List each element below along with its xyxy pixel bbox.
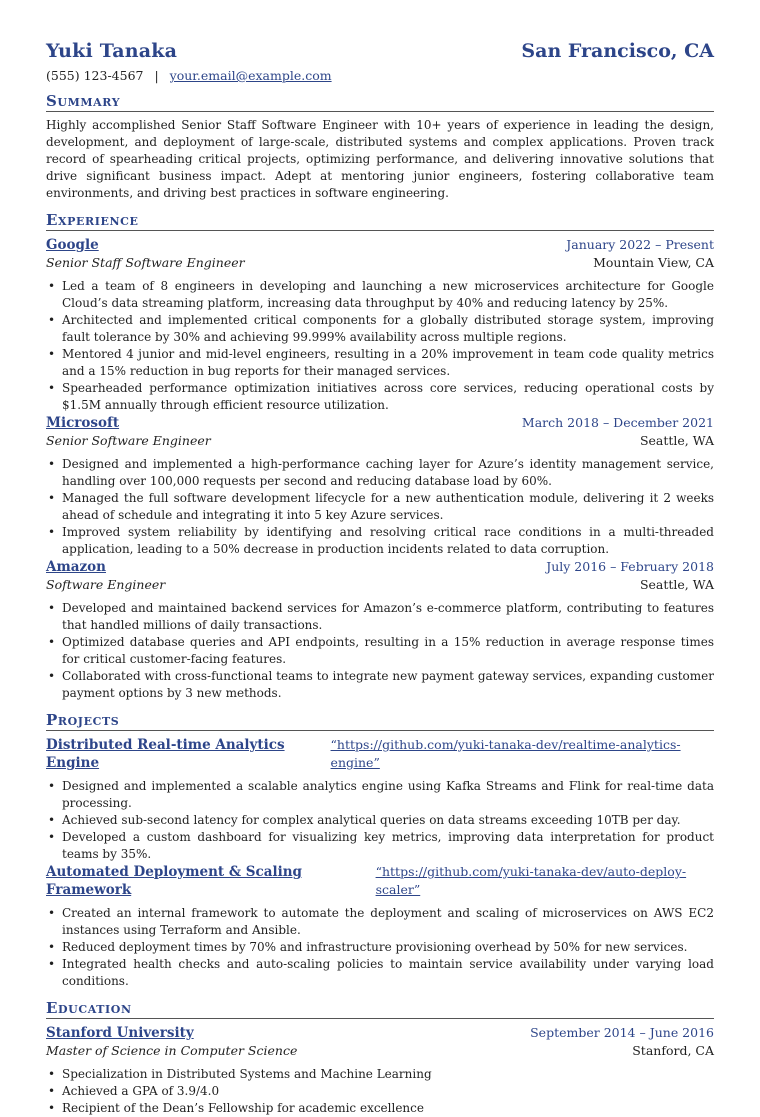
employment-dates: January 2022 – Present [566, 237, 714, 252]
contact-separator: | [154, 68, 159, 83]
education-bullet-list [46, 1066, 714, 1117]
resume-header [46, 40, 714, 62]
project-entry-deploy [46, 863, 714, 990]
list-item: • Optimized database queries and API endpoints, resulting in a 15% reduction in average response times for critical customer-facing features. [62, 634, 714, 668]
project-entry-analytics [46, 736, 714, 863]
phone-number: (555) 123-4567 [46, 68, 144, 83]
employment-dates: March 2018 – December 2021 [521, 415, 714, 430]
candidate-location: San Francisco, CA [521, 40, 714, 62]
projects-heading: Projects [46, 711, 714, 731]
company-name[interactable]: Microsoft [46, 415, 120, 431]
list-item: • Reduced deployment times by 70% and infrastructure provisioning overhead by 50% for new services. [62, 939, 714, 956]
education-dates: September 2014 – June 2016 [530, 1025, 714, 1040]
project-link[interactable]: “https://github.com/yuki-tanaka-dev/auto-deploy-scaler” [375, 864, 687, 897]
contact-line [46, 68, 714, 83]
summary-heading: Summary [46, 92, 714, 112]
list-item: • Designed and implemented a scalable analytics engine using Kafka Streams and Flink for real-time data processing. [62, 778, 714, 812]
list-item: • Collaborated with cross-functional teams to integrate new payment gateway services, expanding customer payment options by 3 new methods. [62, 668, 714, 702]
list-item: • Recipient of the Dean’s Fellowship for academic excellence [62, 1100, 714, 1117]
project-bullet-list [46, 778, 714, 863]
email-link[interactable]: your.email@example.com [169, 68, 332, 83]
list-item: • Developed a custom dashboard for visualizing key metrics, improving data interpretation for product teams by 35%. [62, 829, 714, 863]
achievement-list [46, 600, 714, 702]
resume-page [46, 40, 714, 1117]
employment-dates: July 2016 – February 2018 [546, 559, 714, 574]
project-name[interactable]: Distributed Real-time Analytics Engine [46, 737, 285, 771]
project-link[interactable]: “https://github.com/yuki-tanaka-dev/realtime-analytics-engine” [330, 737, 681, 770]
list-item: • Improved system reliability by identifying and resolving critical race conditions in a multi-threaded application, leading to a 50% decrease in production incidents related to data corruption. [62, 524, 714, 558]
company-name[interactable]: Amazon [46, 559, 106, 575]
list-item: • Spearheaded performance optimization initiatives across core services, reducing operational costs by $1.5M annually through efficient resource utilization. [62, 380, 714, 414]
list-item: • Mentored 4 junior and mid-level engineers, resulting in a 20% improvement in team code quality metrics and a 15% reduction in bug reports for their managed services. [62, 346, 714, 380]
achievement-list [46, 278, 714, 414]
experience-entry-amazon [46, 558, 714, 702]
list-item: • Developed and maintained backend services for Amazon’s e-commerce platform, contributing to features that handled millions of daily transactions. [62, 600, 714, 634]
education-heading: Education [46, 999, 714, 1019]
list-item: • Achieved sub-second latency for complex analytical queries on data streams exceeding 10TB per day. [62, 812, 714, 829]
project-name[interactable]: Automated Deployment & Scaling Framework [46, 864, 302, 898]
school-name[interactable]: Stanford University [46, 1025, 194, 1041]
job-location: Seattle, WA [639, 433, 714, 448]
list-item: • Managed the full software development lifecycle for a new authentication module, delivering it 2 weeks ahead of schedule and integrating it into 5 key Azure services. [62, 490, 714, 524]
list-item: • Achieved a GPA of 3.9/4.0 [62, 1083, 714, 1100]
job-location: Mountain View, CA [593, 255, 714, 270]
list-item: • Integrated health checks and auto-scaling policies to maintain service availability under varying load conditions. [62, 956, 714, 990]
company-name[interactable]: Google [46, 237, 99, 253]
education-entry-stanford [46, 1024, 714, 1117]
candidate-name: Yuki Tanaka [46, 40, 178, 62]
degree-title: Master of Science in Computer Science [46, 1043, 298, 1058]
summary-text: Highly accomplished Senior Staff Software Engineer with 10+ years of experience in leading the design, development, and deployment of large-scale, distributed systems and complex applications. Proven track record of spearheading critical projects, optimizing performance, and delivering innovative solutions that drive significant business impact. Adept at mentoring junior engineers, fostering collaborative team environments, and driving best practices in software engineering. [46, 118, 714, 200]
job-title: Software Engineer [46, 577, 166, 592]
experience-entry-microsoft [46, 414, 714, 558]
achievement-list [46, 456, 714, 558]
list-item: • Led a team of 8 engineers in developing and launching a new microservices architecture for Google Cloud’s data streaming platform, increasing data throughput by 40% and reducing latency by 25%. [62, 278, 714, 312]
list-item: • Created an internal framework to automate the deployment and scaling of microservices on AWS EC2 instances using Terraform and Ansible. [62, 905, 714, 939]
job-location: Seattle, WA [639, 577, 714, 592]
experience-entry-google [46, 236, 714, 414]
job-title: Senior Software Engineer [46, 433, 211, 448]
job-title: Senior Staff Software Engineer [46, 255, 245, 270]
list-item: • Specialization in Distributed Systems and Machine Learning [62, 1066, 714, 1083]
project-bullet-list [46, 905, 714, 990]
experience-heading: Experience [46, 211, 714, 231]
list-item: • Architected and implemented critical components for a globally distributed storage system, improving fault tolerance by 30% and achieving 99.999% availability across multiple regions. [62, 312, 714, 346]
school-location: Stanford, CA [632, 1043, 714, 1058]
list-item: • Designed and implemented a high-performance caching layer for Azure’s identity management service, handling over 100,000 requests per second and reducing database load by 60%. [62, 456, 714, 490]
